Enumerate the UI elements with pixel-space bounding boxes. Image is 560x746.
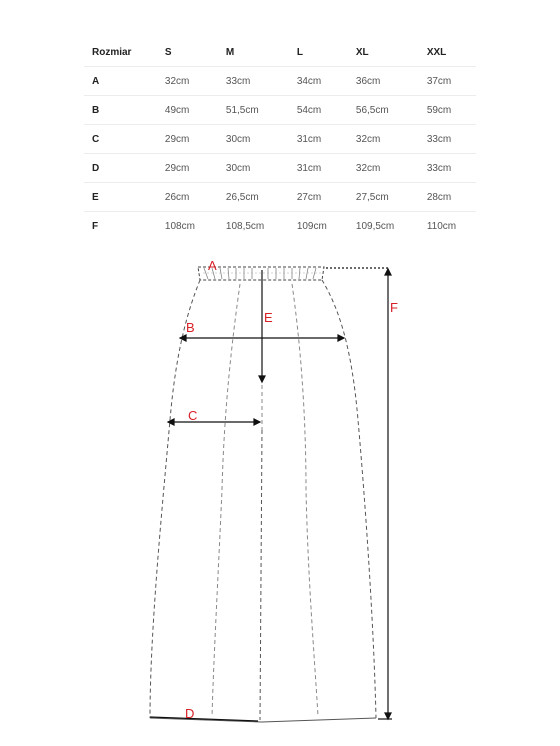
- header-size-label: Rozmiar: [84, 38, 157, 67]
- table-cell: 32cm: [348, 125, 419, 154]
- label-f: F: [390, 300, 398, 315]
- label-e: E: [264, 310, 273, 325]
- table-cell: 29cm: [157, 125, 218, 154]
- measurement-lines: [150, 268, 392, 721]
- table-cell: 34cm: [289, 67, 348, 96]
- header-size-m: M: [218, 38, 289, 67]
- table-cell: 28cm: [419, 183, 476, 212]
- table-cell: 30cm: [218, 125, 289, 154]
- table-cell: 33cm: [419, 125, 476, 154]
- table-cell: 49cm: [157, 96, 218, 125]
- table-cell: 30cm: [218, 154, 289, 183]
- table-cell: 32cm: [348, 154, 419, 183]
- row-label: A: [84, 67, 157, 96]
- table-cell: 109cm: [296, 220, 327, 232]
- table-cell: 27,5cm: [348, 183, 419, 212]
- table-cell: 29cm: [157, 154, 218, 183]
- label-c: C: [188, 408, 198, 423]
- header-size-xxl: XXL: [419, 38, 476, 67]
- table-row: [84, 183, 476, 212]
- table-cell: 36cm: [348, 67, 419, 96]
- table-cell: 31cm: [289, 125, 348, 154]
- table-cell: 33cm: [419, 154, 476, 183]
- label-d: D: [185, 706, 195, 721]
- label-a: A: [208, 258, 217, 273]
- table-row: [84, 154, 476, 183]
- table-cell: 110cm: [426, 220, 457, 232]
- label-b: B: [186, 320, 195, 335]
- table-row: [84, 125, 476, 154]
- table-cell: 108cm: [164, 220, 195, 232]
- table-cell: 32cm: [157, 67, 218, 96]
- table-cell: 26,5cm: [218, 183, 289, 212]
- header-size-s: S: [157, 38, 218, 67]
- table-cell: 31cm: [289, 154, 348, 183]
- header-size-l: L: [289, 38, 348, 67]
- header-size-xl: XL: [348, 38, 419, 67]
- table-cell: 51,5cm: [218, 96, 289, 125]
- table-row: [84, 212, 476, 241]
- table-cell: 108,5cm: [225, 220, 265, 232]
- table-cell: 56,5cm: [348, 96, 419, 125]
- table-cell: 27cm: [289, 183, 348, 212]
- table-row: [84, 96, 476, 125]
- size-chart-table: [84, 38, 476, 240]
- table-cell: 109,5cm: [355, 220, 395, 232]
- pants-measurement-diagram: [0, 250, 560, 746]
- table-cell: 26cm: [157, 183, 218, 212]
- table-cell: 54cm: [289, 96, 348, 125]
- row-label: C: [84, 125, 157, 154]
- table-row: [84, 67, 476, 96]
- pants-outline: [150, 280, 376, 722]
- row-label: E: [84, 183, 157, 212]
- row-label: B: [84, 96, 157, 125]
- table-header-row: [84, 38, 476, 67]
- row-label: F: [92, 220, 99, 232]
- waistband: [198, 267, 324, 280]
- table-cell: 37cm: [419, 67, 476, 96]
- row-label: D: [84, 154, 157, 183]
- table-cell: 33cm: [218, 67, 289, 96]
- table-cell: 59cm: [419, 96, 476, 125]
